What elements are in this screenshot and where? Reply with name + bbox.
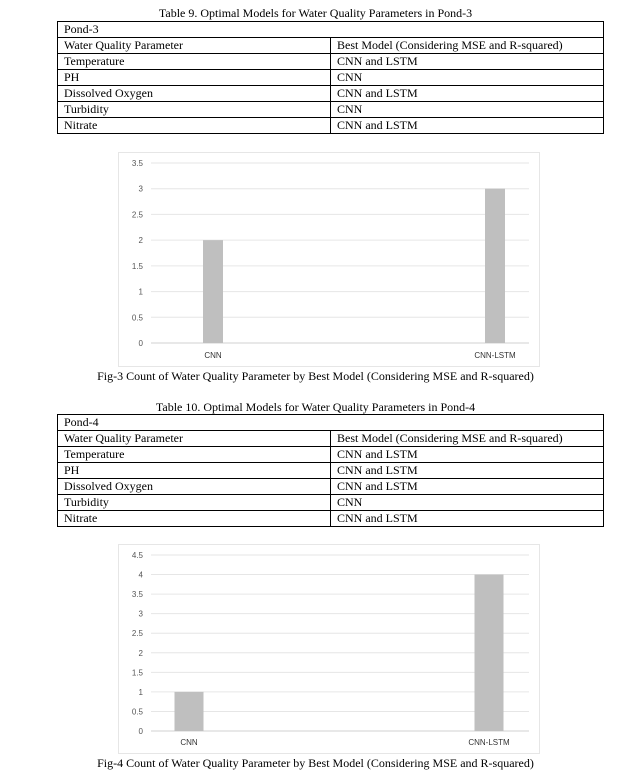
table10 — [57, 414, 604, 527]
table-row — [58, 495, 604, 511]
table-cell: CNN — [331, 495, 604, 511]
y-tick-label: 2 — [138, 648, 143, 658]
y-tick-label: 1 — [138, 287, 143, 297]
table-cell: Temperature — [58, 54, 331, 70]
y-tick-label: 1 — [138, 687, 143, 697]
table-row — [58, 415, 604, 431]
y-tick-label: 4 — [138, 570, 143, 580]
table-cell: CNN and LSTM — [331, 118, 604, 134]
x-category-label: CNN-LSTM — [468, 738, 510, 747]
table-cell: Temperature — [58, 447, 331, 463]
bar-cnn — [175, 692, 204, 731]
pond-title: Pond-3 — [58, 22, 604, 38]
table-row — [58, 431, 604, 447]
table-cell: CNN and LSTM — [331, 447, 604, 463]
y-tick-label: 0.5 — [131, 313, 143, 323]
column-header: Water Quality Parameter — [58, 431, 331, 447]
fig3-caption: Fig-3 Count of Water Quality Parameter by Best Model (Considering MSE and R-squared) — [97, 369, 534, 383]
y-tick-label: 1.5 — [131, 261, 143, 271]
y-tick-label: 0.5 — [131, 707, 143, 717]
y-tick-label: 0 — [138, 727, 143, 736]
table-row — [58, 70, 604, 86]
table10-caption: Table 10. Optimal Models for Water Quality Parameters in Pond-4 — [155, 400, 476, 414]
table-row — [58, 22, 604, 38]
y-tick-label: 3.5 — [131, 590, 143, 600]
x-category-label: CNN — [180, 738, 198, 747]
bar-cnn-lstm — [485, 189, 505, 343]
y-tick-label: 2 — [138, 236, 143, 246]
y-tick-label: 1.5 — [131, 668, 143, 678]
table-cell: CNN and LSTM — [331, 511, 604, 527]
table-cell: PH — [58, 70, 331, 86]
table-row — [58, 102, 604, 118]
table-row — [58, 38, 604, 54]
column-header: Water Quality Parameter — [58, 38, 331, 54]
table-cell: PH — [58, 463, 331, 479]
column-header: Best Model (Considering MSE and R-squared) — [331, 38, 604, 54]
y-tick-label: 2.5 — [131, 210, 143, 220]
table-row — [58, 479, 604, 495]
table9-caption: Table 9. Optimal Models for Water Quality Parameters in Pond-3 — [158, 6, 473, 20]
table-cell: Dissolved Oxygen — [58, 479, 331, 495]
y-tick-label: 3 — [138, 184, 143, 194]
fig4-chart — [118, 544, 540, 754]
table-row — [58, 54, 604, 70]
fig4-chart-svg — [119, 545, 539, 753]
table9 — [57, 21, 604, 134]
table-row — [58, 463, 604, 479]
fig3-chart-svg — [119, 153, 539, 366]
table-cell: Nitrate — [58, 511, 331, 527]
y-tick-label: 0 — [138, 339, 143, 348]
table-cell: Dissolved Oxygen — [58, 86, 331, 102]
table-cell: CNN — [331, 102, 604, 118]
table-row — [58, 86, 604, 102]
bar-cnn — [203, 240, 223, 343]
table-row — [58, 511, 604, 527]
y-tick-label: 3.5 — [131, 159, 143, 168]
column-header: Best Model (Considering MSE and R-squared) — [331, 431, 604, 447]
table-cell: Nitrate — [58, 118, 331, 134]
x-category-label: CNN — [204, 351, 222, 360]
table-cell: CNN and LSTM — [331, 463, 604, 479]
y-tick-label: 2.5 — [131, 629, 143, 639]
table-cell: CNN and LSTM — [331, 54, 604, 70]
y-tick-label: 3 — [138, 609, 143, 619]
table-cell: CNN and LSTM — [331, 479, 604, 495]
table-cell: CNN and LSTM — [331, 86, 604, 102]
table-cell: Turbidity — [58, 102, 331, 118]
table-row — [58, 118, 604, 134]
pond-title: Pond-4 — [58, 415, 604, 431]
x-category-label: CNN-LSTM — [474, 351, 516, 360]
table-row — [58, 447, 604, 463]
y-tick-label: 4.5 — [131, 551, 143, 560]
fig4-caption: Fig-4 Count of Water Quality Parameter by Best Model (Considering MSE and R-squared) — [97, 756, 534, 770]
fig3-chart — [118, 152, 540, 367]
bar-cnn-lstm — [475, 575, 504, 731]
table-cell: Turbidity — [58, 495, 331, 511]
table-cell: CNN — [331, 70, 604, 86]
